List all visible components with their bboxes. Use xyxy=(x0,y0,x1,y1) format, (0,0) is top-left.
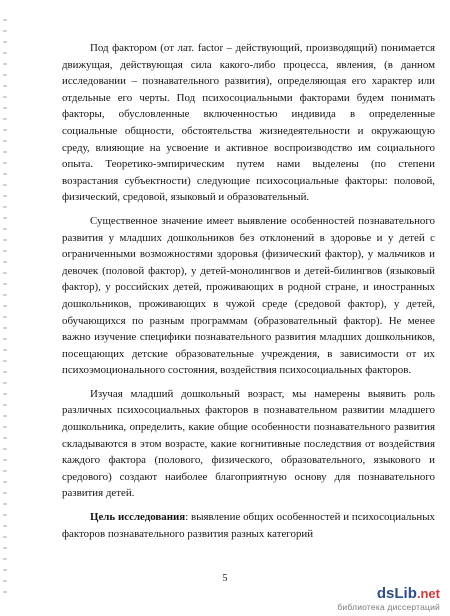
document-body xyxy=(62,40,435,542)
logo-tld: .net xyxy=(416,586,440,601)
paragraph-significance: Существенное значение имеет выявление особенностей познавательного развития у младших дошкольников без отклонений в здоровье и у детей с ограниченными возможностями здоровья (физический фактор), у мальчиков и девочек (половой фактор), у детей-монолингвов и детей-билингвов (языковый фактор), у российских детей, проживающих в родной стране, и иностранных дошкольников, проживающих в чужой среде (средовой фактор), у детей, обучающихся по разным программам (образовательный фактор). Не менее важно изучение специфики познавательного развития младших дошкольников, посещающих детские образовательные учреждения, в зависимости от их психоэмоционального состояния, воздействия психосоциальных факторов. xyxy=(62,214,435,377)
paragraph-research-goal xyxy=(62,509,435,542)
goal-text: : выявление общих особенностей и психосоциальных факторов познавательного развития разных категорий xyxy=(62,511,435,540)
paragraph-study-aims: Изучая младший дошкольный возраст, мы намерены выявить роль различных психосоциальных факторов в познавательном развитии младшего дошкольника, определить, какие общие особенности познавательного развития складываются в этом возрасте, какие когнитивные последствия от воздействия каждого фактора (полового, физического, образовательного, языкового и средового) создают наиболее благоприятную основу для познавательного развития детей. xyxy=(62,387,435,500)
watermark-caption: библиотека диссертаций xyxy=(337,602,440,612)
logo-ds: ds xyxy=(376,585,395,602)
goal-label: Цель исследования xyxy=(90,511,186,524)
scan-edge-marks xyxy=(3,10,7,600)
logo-lib: Lib xyxy=(394,585,417,602)
paragraph-factor-definition: Под фактором (от лат. factor – действующий, производящий) понимается движущая, действующая сила какого-либо процесса, явления, (в данном исследовании – познавательного развития), определяющая его характер или отдельные его черты. Под психосоциальными факторами будем понимать факторы, обусловленные включенностью индивида в определенные социальные общности, обстоятельства жизнедеятельности и окружающую среду, влияющие на усвоение и активное воспроизводство им социального опыта. Теоретико-эмпирическим путем нами выделены (по степени возрастания субъектности) следующие психосоциальные факторы: половой, физический, средовой, языковый и образовательный. xyxy=(62,42,435,204)
dslib-logo[interactable] xyxy=(377,585,440,602)
page-number: 5 xyxy=(222,573,228,584)
